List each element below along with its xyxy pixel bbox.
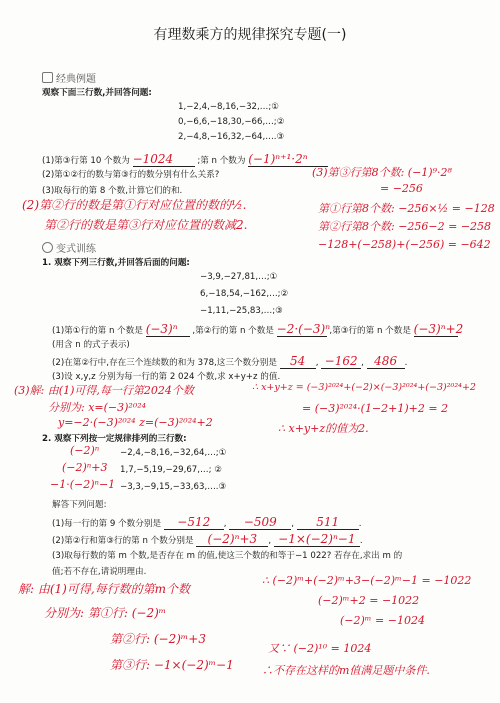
- question-2: (2)第①②行的数与第③行的数分别有什么关系?: [42, 170, 220, 180]
- sequence-row-3: 2,−4,8,−16,32,−64,….③: [178, 132, 285, 142]
- handwritten-answer: 分别为: x=(−3)²⁰²⁴: [48, 401, 147, 414]
- handwritten-answer: 第①行第8个数: −256×½ = −128: [318, 202, 495, 215]
- handwritten-answer: = (−3)²⁰²⁴·(1−2+1)+2 = 2: [302, 402, 449, 415]
- handwritten-answer: ∴ x+y+z = (−3)²⁰²⁴+(−2)×(−3)²⁰²⁴+(−3)²⁰²⁴+2: [252, 382, 476, 393]
- question-2: (2)在第②行中,存在三个连续数的和为 378,这三个数分别是 54 , −162 , 486 .: [52, 354, 408, 368]
- section-icon: [42, 242, 53, 253]
- handwritten-answer: −128+(−258)+(−256) = −642: [318, 238, 491, 251]
- handwritten-answer: 第②行的数是第③行对应位置的数减2.: [44, 218, 248, 232]
- sequence-row-3: −3,3,−9,15,−33,63,….③: [120, 482, 227, 492]
- handwritten-answer: (3)第③行第8个数: (−1)⁹·2⁸: [312, 166, 452, 179]
- sequence-row-1: −3,9,−27,81,…;①: [200, 272, 278, 282]
- sequence-row-2: 6,−18,54,−162,…;②: [200, 289, 289, 299]
- handwritten-answer: ∴ (−2)ᵐ+(−2)ᵐ+3−(−2)ᵐ−1 = −1022: [262, 574, 472, 587]
- sequence-row-1: 1,−2,4,−8,16,−32,…;①: [178, 102, 279, 112]
- section-example: 经典例题: [42, 70, 96, 85]
- answer-blank: −1×(−2)ⁿ−1: [274, 532, 360, 547]
- answer-blank: −512: [164, 515, 224, 530]
- handwritten-answer: ∴ x+y+z的值为2.: [278, 422, 369, 435]
- question-3: (3)取每行的第 8 个数,计算它们的和.: [42, 186, 183, 196]
- answer-blank: −1024: [133, 152, 195, 167]
- sequence-row-1: −2,4,−8,16,−32,64,…;①: [120, 448, 227, 458]
- handwritten-answer: 第②行: (−2)ᵐ+3: [110, 632, 206, 646]
- handwritten-answer: y=−2·(−3)²⁰²⁴ z=(−3)²⁰²⁴+2: [58, 416, 213, 429]
- answer-blank: −162: [321, 354, 361, 369]
- handwritten-answer: (2)第②行的数是第①行对应位置的数的½.: [22, 198, 247, 212]
- section-practice: 变式训练: [42, 240, 96, 255]
- handwritten-answer: 解: 由(1)可得,每行数的第m个数: [18, 582, 191, 596]
- answer-blank: 511: [297, 515, 359, 530]
- question-3: (3)取每行数的第 m 个数,是否存在 m 的值,使这三个数的和等于−1 022? 若存在,求出 m 的: [52, 551, 403, 561]
- handwritten-label: −1·(−2)ⁿ−1: [50, 478, 116, 491]
- sequence-row-3: −1,11,−25,83,…;③: [200, 306, 283, 316]
- handwritten-label: (−2)ⁿ+3: [62, 461, 108, 474]
- problem-1-intro: 1. 观察下列三行数,并回答后面的问题:: [42, 258, 190, 268]
- answer-prompt: 解答下列问题:: [52, 500, 107, 510]
- handwritten-answer: = −256: [380, 182, 423, 195]
- answer-blank: 54: [280, 354, 316, 369]
- section-icon: [42, 72, 53, 83]
- answer-blank: (−1)ⁿ⁺¹·2ⁿ: [248, 152, 328, 167]
- answer-blank: −2·(−3)ⁿ: [276, 322, 331, 336]
- example-intro: 观察下面三行数,并回答问题:: [42, 88, 152, 98]
- handwritten-answer: ∴不存在这样的m值满足题中条件.: [262, 664, 430, 677]
- page-title: 有理数乘方的规律探究专题(一): [153, 27, 347, 43]
- question-3: (3)设 x,y,z 分别为每一行的第 2 024 个数,求 x+y+z 的值.: [52, 372, 281, 382]
- handwritten-answer: 第③行: −1×(−2)ᵐ−1: [110, 658, 234, 672]
- handwritten-answer: (−2)ᵐ+2 = −1022: [318, 594, 420, 607]
- handwritten-answer: (−2)ᵐ = −1024: [340, 614, 425, 627]
- sequence-row-2: 1,7,−5,19,−29,67,…; ②: [120, 465, 222, 475]
- question-2: (2)第②行和第③行的第 n 个数分别是 (−2)ⁿ+3 , −1×(−2)ⁿ−1 .: [52, 532, 363, 546]
- problem-2-intro: 2. 观察下列按一定规律排列的三行数:: [42, 434, 187, 444]
- handwritten-answer: 又∵ (−2)¹⁰ = 1024: [268, 642, 372, 655]
- answer-blank: (−2)ⁿ+3: [196, 532, 268, 547]
- answer-blank: (−3)ⁿ+2: [413, 322, 464, 336]
- question-1-note: (用含 n 的式子表示): [52, 340, 130, 350]
- question-1: (1)第①行的第 n 个数是 (−3)ⁿ ,第②行的第 n 个数是 −2·(−3)ⁿ ,第③行的第 n 个数是 (−3)ⁿ+2: [52, 322, 464, 336]
- handwritten-label: (−2)ⁿ: [70, 444, 100, 457]
- answer-blank: −509: [229, 515, 291, 530]
- handwritten-answer: 第②行第8个数: −256−2 = −258: [318, 220, 492, 233]
- question-3-cont: 值;若不存在,请说明理由.: [52, 567, 147, 577]
- sequence-row-2: 0,−6,6,−18,30,−66,…;②: [178, 117, 285, 127]
- question-1: (1)第③行第 10 个数为 −1024 ;第 n 个数为 (−1)ⁿ⁺¹·2ⁿ: [42, 152, 328, 167]
- answer-blank: 486: [367, 354, 405, 369]
- answer-blank: (−3)ⁿ: [146, 322, 190, 337]
- handwritten-answer: 分别为: 第①行: (−2)ᵐ: [44, 606, 167, 620]
- handwritten-answer: (3)解: 由(1)可得,每一行第2024个数: [14, 384, 194, 397]
- question-1: (1)每一行的第 9 个数分别是 −512 , −509 , 511 .: [52, 515, 362, 529]
